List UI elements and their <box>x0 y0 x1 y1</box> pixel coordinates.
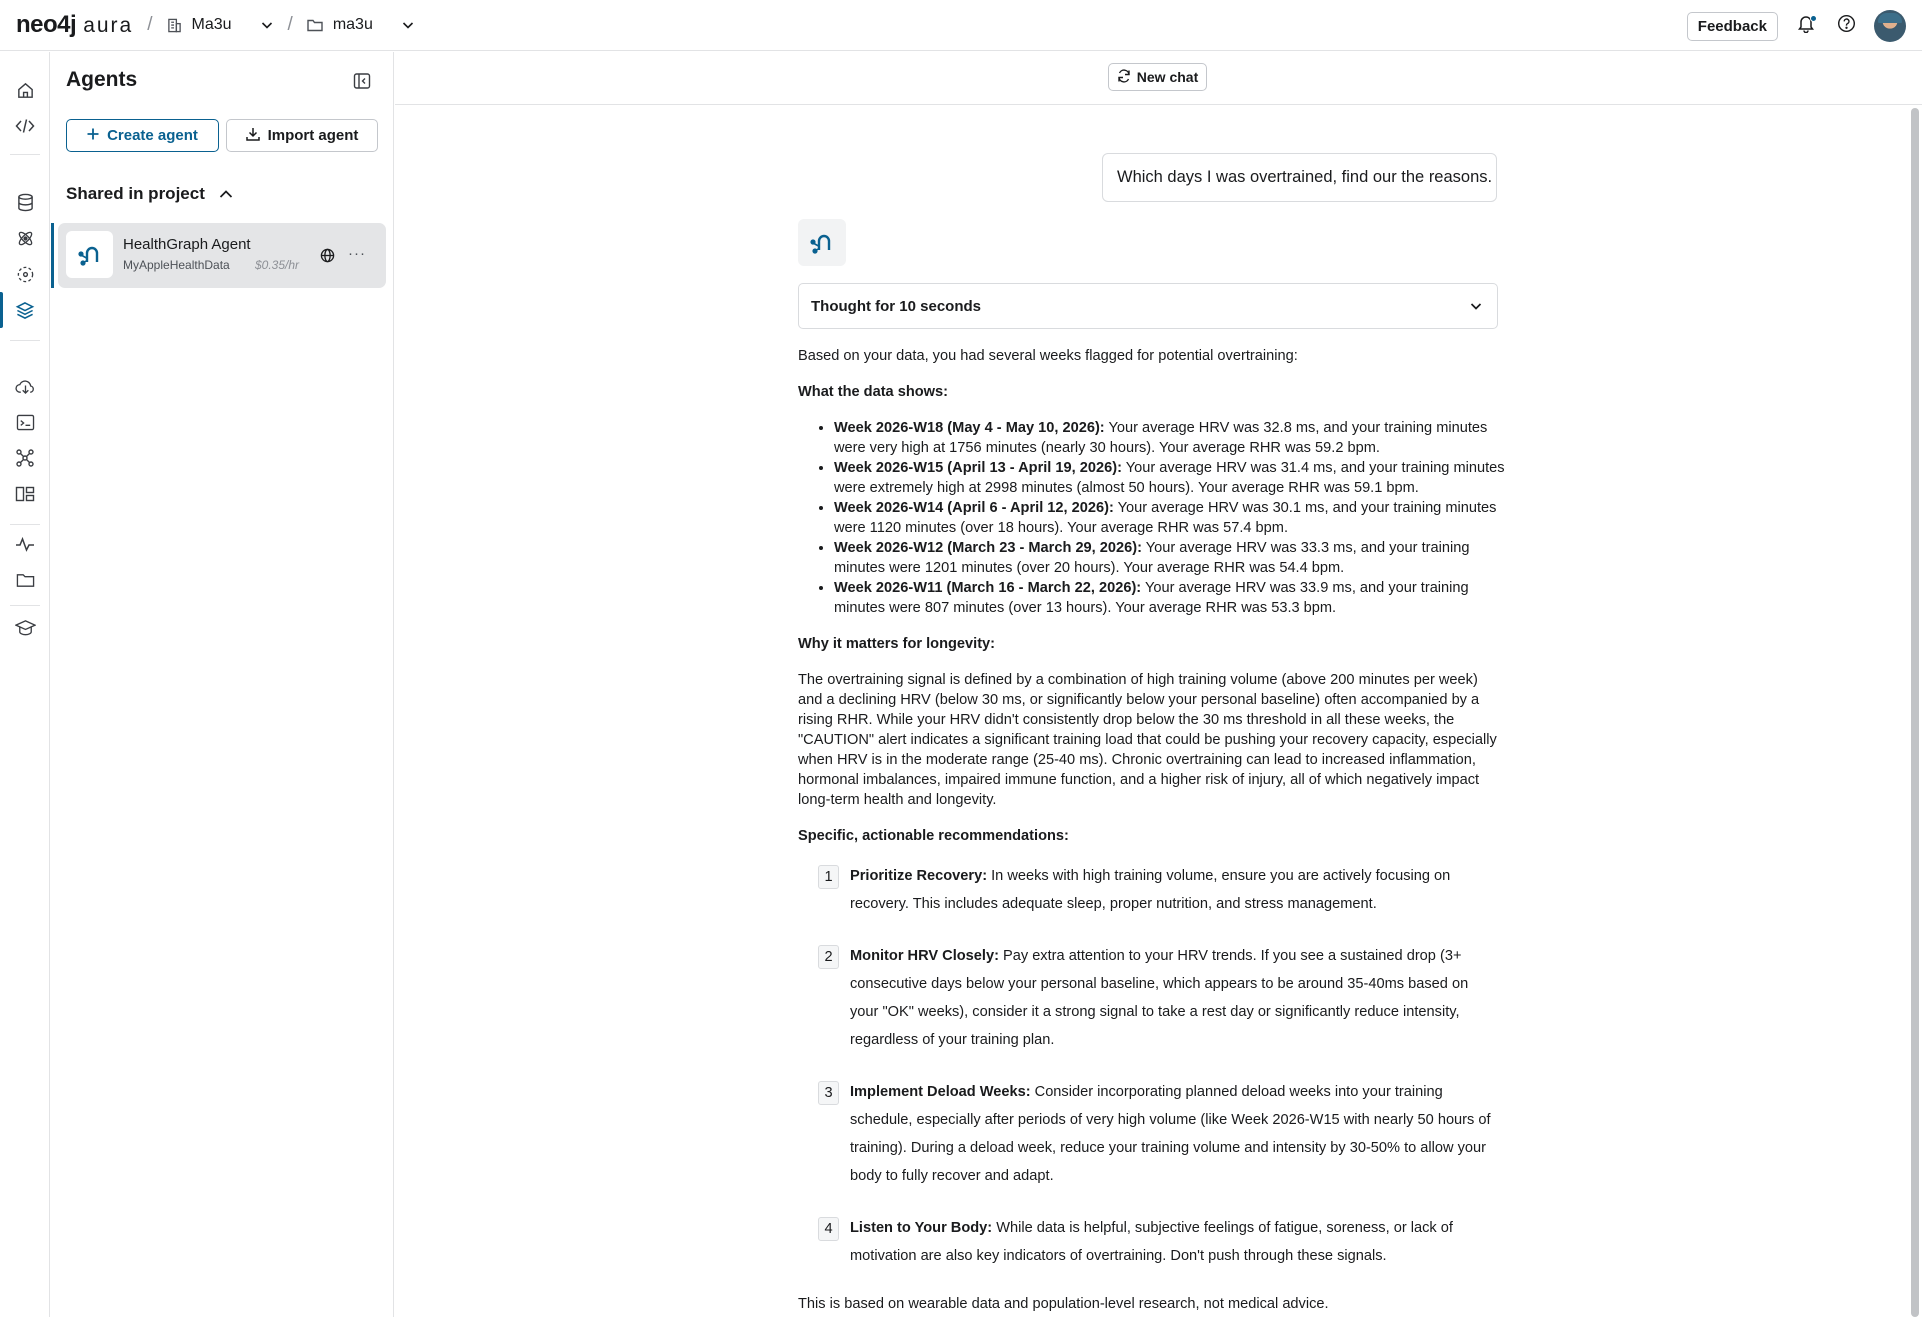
shared-in-project-toggle[interactable] <box>66 184 233 204</box>
dashboard-icon[interactable] <box>13 482 37 506</box>
agent-avatar-icon <box>798 219 846 266</box>
import-agent-label: Import agent <box>267 127 359 144</box>
recommendation-title: Monitor HRV Closely: <box>850 948 999 964</box>
top-right-actions <box>1687 10 1906 42</box>
breadcrumb-separator: / <box>287 14 293 35</box>
week-title: Week 2026-W14 (April 6 - April 12, 2026): <box>834 500 1114 516</box>
agent-price: $0.35/hr <box>255 258 300 272</box>
recommendations-list <box>818 862 1506 1270</box>
agent-logo-icon <box>66 231 113 278</box>
agent-card-healthgraph[interactable] <box>58 223 386 288</box>
answer-intro: Based on your data, you had several weeks flagged for potential overtraining: <box>798 348 1298 364</box>
rail-divider <box>10 154 40 155</box>
folder-icon[interactable] <box>13 568 37 592</box>
thought-label: Thought for 10 seconds <box>811 297 982 315</box>
project-name: ma3u <box>332 16 373 33</box>
graph-dashed-icon[interactable] <box>13 262 37 286</box>
notification-dot <box>1810 15 1817 22</box>
refresh-icon <box>1117 69 1131 86</box>
week-text: Your average HRV was 32.8 ms, and your training minutes were very high at 1756 minutes (nearly 30 hours). Your average RHR was 59.2 bpm. <box>834 420 1488 456</box>
agent-answer <box>798 346 1506 1330</box>
collapse-panel-icon[interactable] <box>353 72 373 92</box>
project-selector[interactable] <box>307 16 415 34</box>
org-name: Ma3u <box>191 16 232 33</box>
recommendation-title: Listen to Your Body: <box>850 1220 993 1236</box>
recommendation-item <box>818 1214 1506 1270</box>
recommendation-number: 2 <box>818 945 839 969</box>
list-item <box>834 458 1506 498</box>
feedback-button[interactable]: Feedback <box>1687 12 1778 41</box>
recommendation-title: Prioritize Recovery: <box>850 868 988 884</box>
terminal-icon[interactable] <box>13 410 37 434</box>
recommendation-number: 4 <box>818 1217 839 1241</box>
network-icon[interactable] <box>13 446 37 470</box>
week-title: Week 2026-W15 (April 13 - April 19, 2026): <box>834 460 1122 476</box>
activity-icon[interactable] <box>13 532 37 556</box>
why-heading: Why it matters for longevity: <box>798 636 996 652</box>
create-agent-button[interactable] <box>66 119 219 152</box>
agent-database: MyAppleHealthData <box>123 258 230 272</box>
recommendation-text: In weeks with high training volume, ensure you are actively focusing on recovery. This includes adequate sleep, proper nutrition, and stress management. <box>850 868 1451 912</box>
rail-divider <box>10 340 40 341</box>
list-item <box>834 498 1506 538</box>
recommendations-heading: Specific, actionable recommendations: <box>798 828 1069 844</box>
user-message: Which days I was overtrained, find our the reasons. <box>1102 153 1497 202</box>
panel-title: Agents <box>66 68 138 91</box>
graduation-icon[interactable] <box>13 616 37 640</box>
why-text: The overtraining signal is defined by a combination of high training volume (above 200 minutes per week) and a declining HRV (below 30 ms, or significantly below your personal baseline) often accompanied by a rising RHR. While your HRV didn't consistently drop below the 30 ms threshold in all these weeks, the "CAUTION" alert indicates a significant training load that could be pushing your recovery capacity, especially when HRV is in the moderate range (25-40 ms). Chronic overtraining can lead to increased inflammation, hormonal imbalances, impaired immune function, and a higher risk of injury, all of which negatively impact long-term health and longevity. <box>798 672 1497 808</box>
recommendation-item <box>818 862 1506 918</box>
agent-name: HealthGraph Agent <box>123 236 251 253</box>
recommendation-item <box>818 1078 1506 1190</box>
recommendation-title: Implement Deload Weeks: <box>850 1084 1031 1100</box>
neo4j-aura-logo[interactable] <box>16 11 133 39</box>
thought-toggle[interactable] <box>798 283 1498 329</box>
chevron-down-icon[interactable] <box>260 18 274 32</box>
disclaimer: This is based on wearable data and population-level research, not medical advice. <box>798 1296 1329 1312</box>
chat-scrollbar[interactable] <box>1911 108 1919 1317</box>
week-title: Week 2026-W18 (May 4 - May 10, 2026): <box>834 420 1105 436</box>
create-agent-label: Create agent <box>107 127 198 144</box>
recommendation-text: Consider incorporating planned deload weeks into your training schedule, especially after periods of very high volume (like Week 2026-W15 with nearly 50 hours of training). During a deload week, reduce your training volume and intensity by 30-50% to allow your body to fully recover and adapt. <box>850 1084 1491 1184</box>
recommendation-number: 3 <box>818 1081 839 1105</box>
rail-divider <box>10 605 40 606</box>
database-icon[interactable] <box>13 190 37 214</box>
agents-panel <box>51 52 394 1317</box>
week-text: Your average HRV was 33.9 ms, and your training minutes were 807 minutes (over 13 hours). Your average RHR was 53.3 bpm. <box>834 580 1469 616</box>
chat-header <box>395 52 1922 105</box>
recommendation-number: 1 <box>818 865 839 889</box>
chevron-down-icon[interactable] <box>401 18 415 32</box>
building-icon <box>167 18 182 33</box>
chevron-up-icon <box>219 184 233 204</box>
plus-icon <box>87 127 99 144</box>
atom-icon[interactable] <box>13 226 37 250</box>
weeks-list <box>798 418 1506 618</box>
notifications-button[interactable] <box>1794 14 1818 38</box>
new-chat-label: New chat <box>1136 69 1199 85</box>
logo-sub: aura <box>83 14 134 37</box>
org-selector[interactable] <box>167 16 274 34</box>
folder-icon <box>307 18 323 32</box>
cloud-download-icon[interactable] <box>13 374 37 398</box>
left-nav-rail <box>0 52 50 1317</box>
help-icon <box>1837 14 1856 38</box>
list-item <box>834 418 1506 458</box>
list-item <box>834 538 1506 578</box>
rail-divider <box>10 524 40 525</box>
code-icon[interactable] <box>13 114 37 138</box>
new-chat-button[interactable] <box>1108 63 1207 91</box>
week-title: Week 2026-W11 (March 16 - March 22, 2026): <box>834 580 1142 596</box>
recommendation-item <box>818 942 1506 1054</box>
chevron-down-icon <box>1469 299 1483 317</box>
download-icon <box>246 127 260 145</box>
top-bar <box>0 0 1922 51</box>
data-heading: What the data shows: <box>798 384 948 400</box>
week-text: Your average HRV was 31.4 ms, and your training minutes were extremely high at 2998 minutes (almost 50 hours). Your average RHR was 59.1 bpm. <box>834 460 1505 496</box>
logo-main: neo4j <box>16 11 77 38</box>
layers-icon[interactable] <box>13 298 37 322</box>
chat-area <box>395 52 1922 1317</box>
help-button[interactable] <box>1834 14 1858 38</box>
section-title: Shared in project <box>66 184 205 203</box>
globe-icon[interactable] <box>320 248 335 268</box>
week-title: Week 2026-W12 (March 23 - March 29, 2026): <box>834 540 1142 556</box>
week-text: Your average HRV was 33.3 ms, and your training minutes were 1201 minutes (over 20 hours). Your average RHR was 54.4 bpm. <box>834 540 1470 576</box>
home-icon[interactable] <box>13 78 37 102</box>
import-agent-button[interactable] <box>226 119 378 152</box>
recommendation-text: Pay extra attention to your HRV trends. If you see a sustained drop (3+ consecutive days below your personal baseline, which appears to be around 35-40ms based on your "OK" weeks), consider it a strong signal to take a rest day or significantly reduce intensity, regardless of your training plan. <box>850 948 1469 1048</box>
recommendation-text: While data is helpful, subjective feelings of fatigue, soreness, or lack of motivation are also key indicators of overtraining. Don't push through these signals. <box>850 1220 1453 1264</box>
list-item <box>834 578 1506 618</box>
user-avatar[interactable] <box>1874 10 1906 42</box>
week-text: Your average HRV was 30.1 ms, and your training minutes were 1120 minutes (over 18 hours). Your average RHR was 57.4 bpm. <box>834 500 1497 536</box>
more-options-button[interactable]: ··· <box>348 245 366 262</box>
breadcrumb-separator: / <box>147 14 153 35</box>
